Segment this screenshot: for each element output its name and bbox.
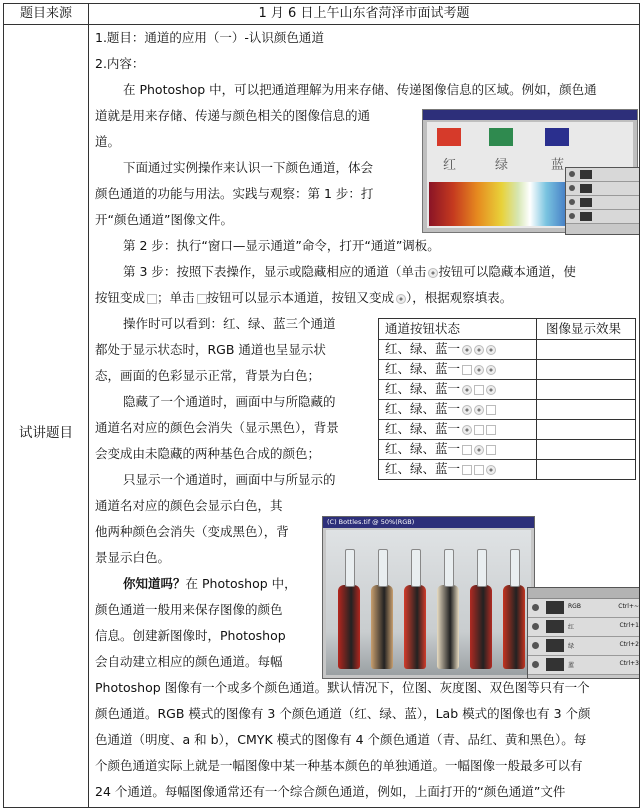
step3-text-e: 按钮可以显示本通道，按钮又变成 — [206, 290, 395, 305]
paragraph-line: 个颜色通道实际上就是一幅图像中某一种基本颜色的单独通道。一幅图像一般最多可以有 — [95, 758, 583, 773]
header-button-state: 通道按钮状态 — [379, 319, 537, 339]
observation-line: 通道名对应的颜色会消失（显示黑色），背景 — [95, 420, 339, 435]
paragraph-line: 下面通过实例操作来认识一下颜色通道，体会 — [123, 160, 374, 175]
channel-names: 红、绿、蓝一 — [385, 401, 461, 416]
hidden-box-icon — [474, 385, 484, 395]
blue-swatch — [545, 128, 569, 146]
eye-icon — [474, 445, 484, 455]
channel-shortcut: Ctrl+3 — [619, 660, 639, 667]
hidden-box-icon — [462, 465, 472, 475]
observation-line: 操作时可以看到：红、绿、蓝三个通道 — [123, 316, 336, 331]
bottles-figure — [322, 516, 535, 679]
button-state-cell — [379, 399, 537, 419]
eye-icon — [474, 365, 484, 375]
eye-icon — [486, 365, 496, 375]
eye-icon — [569, 185, 575, 191]
channel-thumbnail — [580, 198, 592, 207]
figure-title: (C) Bottles.tif @ 50%(RGB) — [323, 517, 534, 528]
button-state-cell — [379, 379, 537, 399]
topic-line: 1.题目：通道的应用（一）-认识颜色通道 — [95, 30, 324, 45]
paragraph-line: 道。 — [95, 134, 121, 149]
paragraph-line: 颜色通道的功能与用法。实践与观察：第 1 步：打 — [95, 186, 374, 201]
blue-label: 蓝 — [551, 158, 565, 173]
did-you-know-line — [123, 575, 297, 593]
channel-names: 红、绿、蓝一 — [385, 341, 461, 356]
bottle — [404, 585, 426, 669]
content-cell — [89, 25, 639, 807]
channel-thumbnail — [546, 601, 564, 614]
paragraph-line: 开“颜色通道”图像文件。 — [95, 212, 233, 227]
channel-label: RGB — [568, 603, 581, 610]
observation-line: 都处于显示状态时，RGB 通道也呈显示状 — [95, 342, 326, 357]
eye-icon — [486, 385, 496, 395]
channel-row[interactable] — [528, 599, 639, 618]
side-column — [4, 25, 89, 807]
paragraph-line: 色通道（明度、a 和 b），CMYK 模式的图像有 4 个颜色通道（青、品红、黄和黑色）。每 — [95, 732, 587, 747]
hidden-box-icon — [462, 365, 472, 375]
bottle-neck — [444, 549, 454, 587]
header-source-value: 1 月 6 日上午山东省菏泽市面试考题 — [258, 6, 470, 21]
channel-row — [566, 196, 639, 210]
step3-text-b: 按钮可以隐藏本通道，使 — [438, 264, 576, 279]
eye-icon — [462, 405, 472, 415]
green-label: 绿 — [495, 158, 509, 173]
eye-icon — [474, 405, 484, 415]
eye-icon — [462, 385, 472, 395]
hidden-box-icon — [486, 405, 496, 415]
paragraph-line: 道就是用来存储、传递与颜色相关的图像信息的通 — [95, 108, 371, 123]
eye-icon — [569, 213, 575, 219]
header-display-effect: 图像显示效果 — [546, 321, 622, 336]
step3-text-a: 第 3 步：按照下表操作，显示或隐藏相应的通道（单击 — [123, 264, 427, 279]
channel-thumbnail — [546, 658, 564, 671]
question-table — [3, 3, 640, 808]
button-state-cell — [379, 339, 537, 359]
eye-icon — [486, 465, 496, 475]
hidden-box-icon — [474, 425, 484, 435]
channel-names: 红、绿、蓝一 — [385, 441, 461, 456]
bottle — [371, 585, 393, 669]
channel-names: 红、绿、蓝一 — [385, 381, 461, 396]
channel-label: 红 — [568, 624, 575, 631]
step3-text-d: ；单击 — [157, 290, 195, 305]
observation-line: 隐藏了一个通道时，画面中与所隐藏的 — [123, 394, 336, 409]
channel-row — [566, 168, 639, 182]
bottles-canvas — [326, 530, 531, 675]
bottle — [437, 585, 459, 669]
table-row — [379, 419, 635, 440]
table-row — [379, 379, 635, 400]
bottle-neck — [378, 549, 388, 587]
channel-shortcut: Ctrl+2 — [619, 641, 639, 648]
red-label: 红 — [443, 158, 457, 173]
channel-thumbnail — [546, 639, 564, 652]
did-you-know-line: 会自动建立相应的颜色通道。每幅 — [95, 654, 283, 669]
eye-icon[interactable] — [532, 623, 539, 630]
channel-shortcut: Ctrl+1 — [619, 622, 639, 629]
table-header-row — [379, 319, 635, 340]
paragraph-line: 在 Photoshop 中，可以把通道理解为用来存储、传递图像信息的区域。例如，颜色通 — [123, 82, 597, 97]
hidden-box-icon — [486, 445, 496, 455]
channel-names: 红、绿、蓝一 — [385, 361, 461, 376]
observation-line: 只显示一个通道时，画面中与所显示的 — [123, 472, 336, 487]
bottle — [470, 585, 492, 669]
paragraph-line — [95, 289, 512, 307]
table-row — [379, 359, 635, 380]
eye-icon — [486, 345, 496, 355]
table-row — [379, 439, 635, 460]
hidden-box-icon — [462, 445, 472, 455]
channel-shortcut: Ctrl+~ — [618, 603, 639, 610]
eye-icon — [569, 199, 575, 205]
observation-line: 会变成由未隐藏的两种基色合成的颜色； — [95, 446, 321, 461]
channels-panel-small — [565, 167, 639, 235]
channel-label: 蓝 — [568, 662, 575, 669]
channel-label: 绿 — [568, 643, 575, 650]
did-you-know-line: 信息。创建新图像时，Photoshop — [95, 628, 286, 643]
button-state-cell — [379, 459, 537, 479]
bottle-neck — [411, 549, 421, 587]
eye-icon — [569, 171, 575, 177]
eye-icon — [474, 345, 484, 355]
hidden-box-icon — [486, 425, 496, 435]
table-header-row — [4, 4, 639, 25]
did-you-know-line: 颜色通道一般用来保存图像的颜色 — [95, 602, 283, 617]
channel-row[interactable] — [528, 637, 639, 656]
button-state-cell — [379, 419, 537, 439]
eye-icon — [396, 294, 406, 304]
display-effect-cell — [538, 339, 635, 359]
eye-icon[interactable] — [532, 661, 539, 668]
did-you-know-heading: 你知道吗？ — [123, 576, 186, 591]
observation-line: 景显示白色。 — [95, 550, 171, 565]
channel-thumbnail — [580, 212, 592, 221]
paragraph-line: 24 个通道。每幅图像通常还有一个综合颜色通道，例如，上面打开的“颜色通道”文件 — [95, 784, 566, 799]
display-effect-cell — [538, 459, 635, 479]
bottle-neck — [477, 549, 487, 587]
channel-names: 红、绿、蓝一 — [385, 421, 461, 436]
channel-row — [566, 210, 639, 224]
paragraph-line: 第 2 步：执行“窗口—显示通道”命令，打开“通道”调板。 — [123, 238, 440, 253]
did-you-know-text: 在 Photoshop 中， — [185, 576, 297, 591]
content-heading: 2.内容： — [95, 56, 145, 71]
display-effect-cell — [538, 439, 635, 459]
step3-text-c: 按钮变成 — [95, 290, 146, 305]
button-state-cell — [379, 359, 537, 379]
eye-icon — [428, 268, 438, 278]
hidden-box-icon — [147, 294, 157, 304]
observation-line: 他两种颜色会消失（变成黑色），背 — [95, 524, 289, 539]
hidden-box-icon — [474, 465, 484, 475]
table-row — [379, 459, 635, 479]
observation-line: 通道名对应的颜色会显示白色，其 — [95, 498, 283, 513]
header-source-label: 题目来源 — [4, 4, 89, 24]
eye-icon[interactable] — [532, 604, 539, 611]
channel-row[interactable] — [528, 618, 639, 637]
button-state-cell — [379, 439, 537, 459]
bottle — [338, 585, 360, 669]
eye-icon — [462, 345, 472, 355]
paragraph-line: Photoshop 图像有一个或多个颜色通道。默认情况下，位图、灰度图、双色图等只有一个 — [95, 680, 590, 695]
channel-row[interactable] — [528, 656, 639, 675]
observation-table — [378, 318, 636, 480]
eye-icon[interactable] — [532, 642, 539, 649]
bottle — [503, 585, 525, 669]
table-row — [379, 399, 635, 420]
channel-names: 红、绿、蓝一 — [385, 461, 461, 476]
display-effect-cell — [538, 359, 635, 379]
display-effect-cell — [538, 419, 635, 439]
hidden-box-icon — [197, 294, 207, 304]
green-swatch — [489, 128, 513, 146]
display-effect-cell — [538, 379, 635, 399]
figure-titlebar — [423, 110, 637, 120]
channel-thumbnail — [580, 184, 592, 193]
channel-row — [566, 182, 639, 196]
paragraph-line — [123, 263, 576, 281]
red-swatch — [437, 128, 461, 146]
panel-tabs — [528, 588, 639, 599]
channel-thumbnail — [546, 620, 564, 633]
paragraph-line: 颜色通道。RGB 模式的图像有 3 个颜色通道（红、绿、蓝），Lab 模式的图像也有 3 个颜 — [95, 706, 591, 721]
bottle-neck — [510, 549, 520, 587]
table-row — [379, 339, 635, 360]
observation-line: 态，画面的色彩显示正常，背景为白色； — [95, 368, 321, 383]
bottle-neck — [345, 549, 355, 587]
channels-panel — [527, 587, 639, 679]
eye-icon — [462, 425, 472, 435]
step3-text-f: ），根据观察填表。 — [406, 290, 513, 305]
display-effect-cell — [538, 399, 635, 419]
channel-thumbnail — [580, 170, 592, 179]
side-label: 试讲题目 — [19, 425, 73, 441]
